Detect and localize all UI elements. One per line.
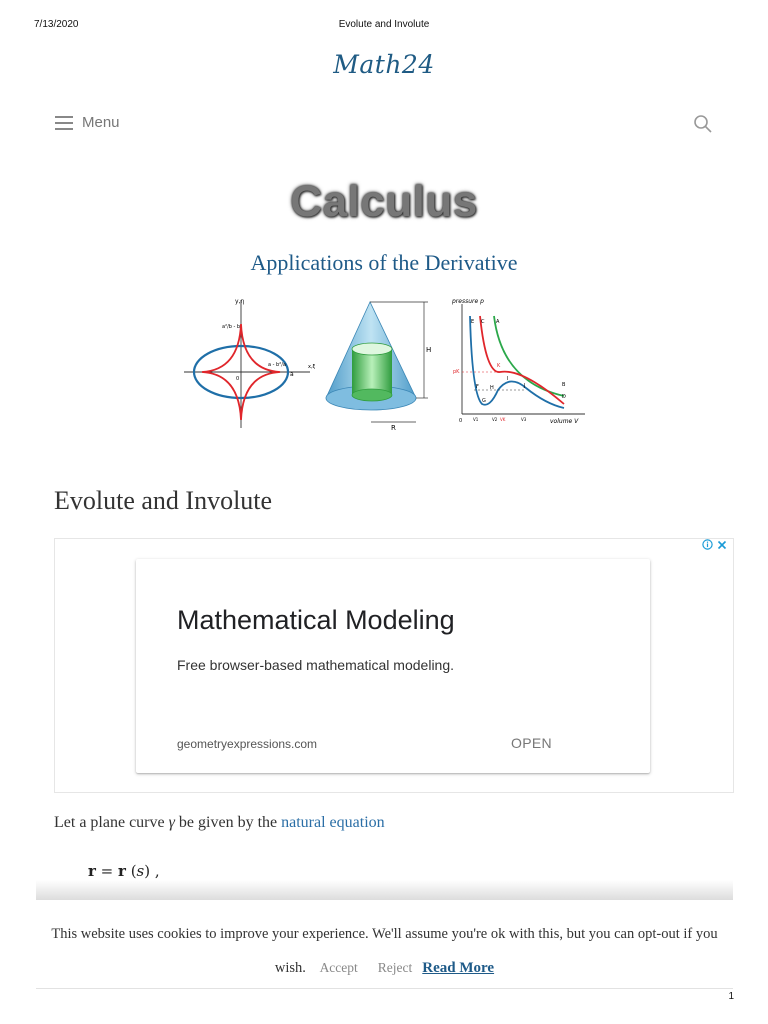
pv-point-f: F [476, 384, 479, 390]
menu-label: Menu [82, 114, 120, 131]
pv-point-j: J [524, 383, 526, 389]
cookie-accept-button[interactable]: Accept [319, 960, 358, 975]
pv-point-b: B [562, 382, 566, 388]
cone-label-height: H [426, 346, 432, 354]
equation-equals: = [95, 862, 119, 880]
calculus-banner [180, 294, 600, 434]
astroid-label-y: y,η [235, 298, 245, 305]
intro-text-1: Let a plane curve [54, 814, 169, 831]
pv-figure [451, 298, 585, 425]
section-title: Calculus [290, 177, 478, 226]
ad-choices[interactable] [702, 539, 727, 550]
pv-vtick-1: V1 [473, 417, 479, 422]
search-button[interactable] [693, 114, 713, 139]
section-subtitle[interactable]: Applications of the Derivative [250, 250, 518, 275]
cookie-read-more-link[interactable]: Read More [422, 960, 495, 976]
pv-label-yaxis: pressure p [452, 298, 484, 305]
ad-open-button[interactable]: OPEN [511, 735, 552, 751]
gamma-symbol: γ [168, 814, 175, 831]
content-fade [36, 880, 733, 902]
cookie-notice [36, 918, 733, 985]
astroid-label-x: x,ξ [308, 364, 316, 370]
pv-label-pk: pK [453, 369, 460, 375]
pv-point-c: C [481, 319, 485, 325]
intro-paragraph [54, 814, 385, 832]
astroid-label-origin: 0 [236, 376, 240, 382]
pv-point-g: G [482, 398, 486, 404]
pv-point-e: E [471, 319, 475, 325]
astroid-label-a: a [290, 371, 294, 378]
pv-vtick-2: V2 [492, 417, 498, 422]
ad-headline[interactable]: Mathematical Modeling [177, 605, 455, 635]
article-title: Evolute and Involute [54, 486, 273, 515]
cone-figure [326, 302, 431, 432]
menu-button[interactable] [55, 114, 120, 131]
pv-point-k: K [497, 363, 501, 369]
print-title: Evolute and Involute [338, 19, 430, 30]
pv-label-xaxis: volume V [550, 418, 579, 425]
equation-rhs: r [118, 862, 126, 880]
pv-point-a: A [496, 319, 500, 325]
equation-arg: s [136, 862, 145, 880]
hamburger-icon [55, 116, 73, 130]
ad-description: Free browser-based mathematical modeling. [177, 657, 455, 673]
site-logo[interactable]: Math24 [333, 50, 435, 79]
pv-vtick-k: VK [500, 417, 506, 422]
cookie-message: This website uses cookies to improve your experience. We'll assume you're ok with this, but you can opt-out if you wish. [51, 926, 718, 976]
equation-paren-close: ) , [144, 862, 160, 880]
close-icon[interactable] [717, 540, 727, 550]
astroid-label-right: a - b²/a [268, 362, 286, 368]
natural-equation-link[interactable]: natural equation [281, 814, 385, 831]
pv-point-h: H [490, 385, 494, 391]
astroid-label-top: a²/b - b [222, 324, 241, 330]
pv-vtick-3: V3 [521, 417, 527, 422]
search-icon [693, 114, 713, 134]
equation-paren-open: ( [125, 862, 137, 880]
cookie-reject-button[interactable]: Reject [377, 960, 413, 975]
cone-label-radius: R [391, 424, 396, 432]
print-date: 7/13/2020 [34, 19, 79, 30]
ad-domain[interactable]: geometryexpressions.com [177, 737, 318, 751]
info-icon[interactable] [702, 539, 713, 550]
curve-equation [88, 862, 160, 880]
pv-label-origin: 0 [459, 418, 463, 424]
pv-point-i: I [507, 376, 509, 382]
page-number: 1 [728, 991, 734, 1002]
astroid-figure [184, 298, 316, 428]
equation-lhs: r [88, 862, 96, 880]
pv-point-d: D [562, 394, 566, 400]
intro-text-2: be given by the [174, 814, 282, 831]
